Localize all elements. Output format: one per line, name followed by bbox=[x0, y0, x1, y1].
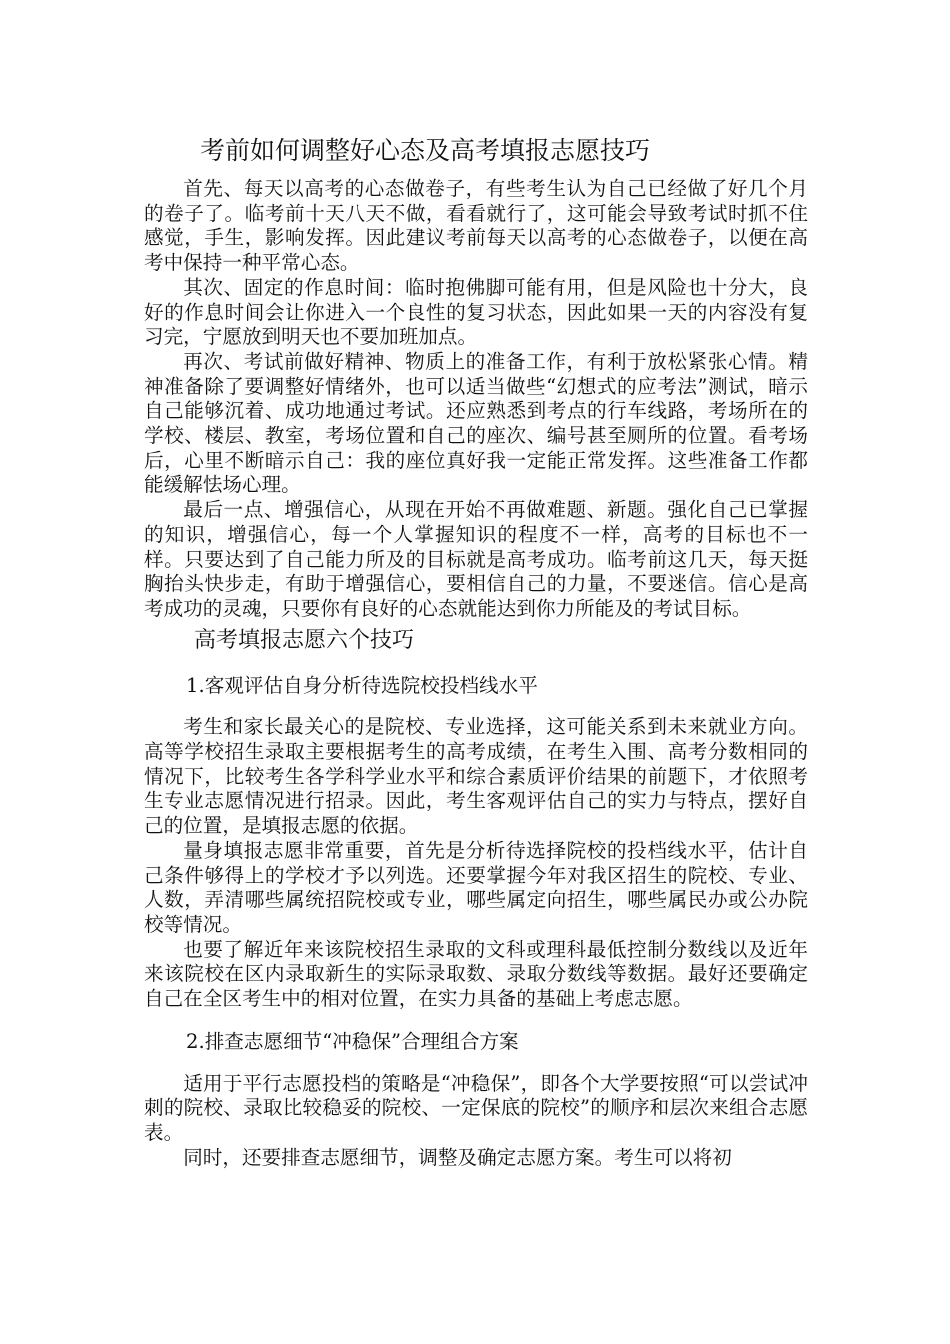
section-2-paragraph: 适用于平行志愿投档的策略是“冲稳保”，即各个大学要按照“可以尝试冲刺的院校、录取比较稳妥的院校、一定保底的院校”的顺序和层次来组合志愿表。 bbox=[144, 1071, 808, 1144]
paragraph-fourth: 最后一点、增强信心，从现在开始不再做难题、新题。强化自己已掌握的知识，增强信心，每一个人掌握知识的程度不一样，高考的目标也不一样。只要达到了自己能力所及的目标就是高考成功。临考前这几天，每天挺胸抬头快步走，有助于增强信心，要相信自己的力量，不要迷信。信心是高考成功的灵魂，只要你有良好的心态就能达到你力所能及的考试目标。 bbox=[144, 498, 808, 620]
document-title: 考前如何调整好心态及高考填报志愿技巧 bbox=[200, 136, 651, 165]
paragraph-first: 首先、每天以高考的心态做卷子，有些考生认为自己已经做了好几个月的卷子了。临考前十天八天不做，看看就行了，这可能会导致考试时抓不住感觉，手生，影响发挥。因此建议考前每天以高考的心态做卷子，以便在高考中保持一种平常心态。 bbox=[144, 177, 808, 275]
section-subtitle: 高考填报志愿六个技巧 bbox=[194, 627, 415, 653]
paragraph-second: 其次、固定的作息时间：临时抱佛脚可能有用，但是风险也十分大，良好的作息时间会让你进入一个良性的复习状态，因此如果一天的内容没有复习完，宁愿放到明天也不要加班加点。 bbox=[144, 275, 808, 349]
section-1-paragraph: 也要了解近年来该院校招生录取的文科或理科最低控制分数线以及近年来该院校在区内录取新生的实际录取数、录取分数线等数据。最好还要确定自己在全区考生中的相对位置，在实力具备的基础上考虑志愿。 bbox=[144, 937, 808, 1011]
section-1-paragraph: 考生和家长最关心的是院校、专业选择，这可能关系到未来就业方向。高等学校招生录取主要根据考生的高考成绩，在考生入围、高考分数相同的情况下，比较考生各学科学业水平和综合素质评价结果的前题下，才依照考生专业志愿情况进行招录。因此，考生客观评估自己的实力与特点，摆好自己的位置，是填报志愿的依据。 bbox=[144, 715, 808, 838]
section-1-paragraph: 量身填报志愿非常重要，首先是分析待选择院校的投档线水平，估计自己条件够得上的学校才予以列选。还要掌握今年对我区招生的院校、专业、人数，弄清哪些属统招院校或专业，哪些属定向招生，哪些属民办或公办院校等情况。 bbox=[144, 838, 808, 936]
section-1-heading: 1.客观评估自身分析待选院校投档线水平 bbox=[186, 673, 538, 697]
section-spacer bbox=[144, 1012, 808, 1030]
section-2-paragraph: 同时，还要排查志愿细节，调整及确定志愿方案。考生可以将初 bbox=[183, 1145, 732, 1169]
section-2-heading: 2.排查志愿细节“冲稳保”合理组合方案 bbox=[186, 1029, 519, 1053]
paragraph-third: 再次、考试前做好精神、物质上的准备工作，有利于放松紧张心情。精神准备除了要调整好情绪外，也可以适当做些“幻想式的应考法”测试，暗示自己能够沉着、成功地通过考试。还应熟悉到考点的行车线路，考场所在的学校、楼层、教室，考场位置和自己的座次、编号甚至厕所的位置。看考场后，心里不断暗示自己：我的座位真好我一定能正常发挥。这些准备工作都能缓解怯场心理。 bbox=[144, 349, 808, 497]
document-body bbox=[144, 133, 808, 1170]
